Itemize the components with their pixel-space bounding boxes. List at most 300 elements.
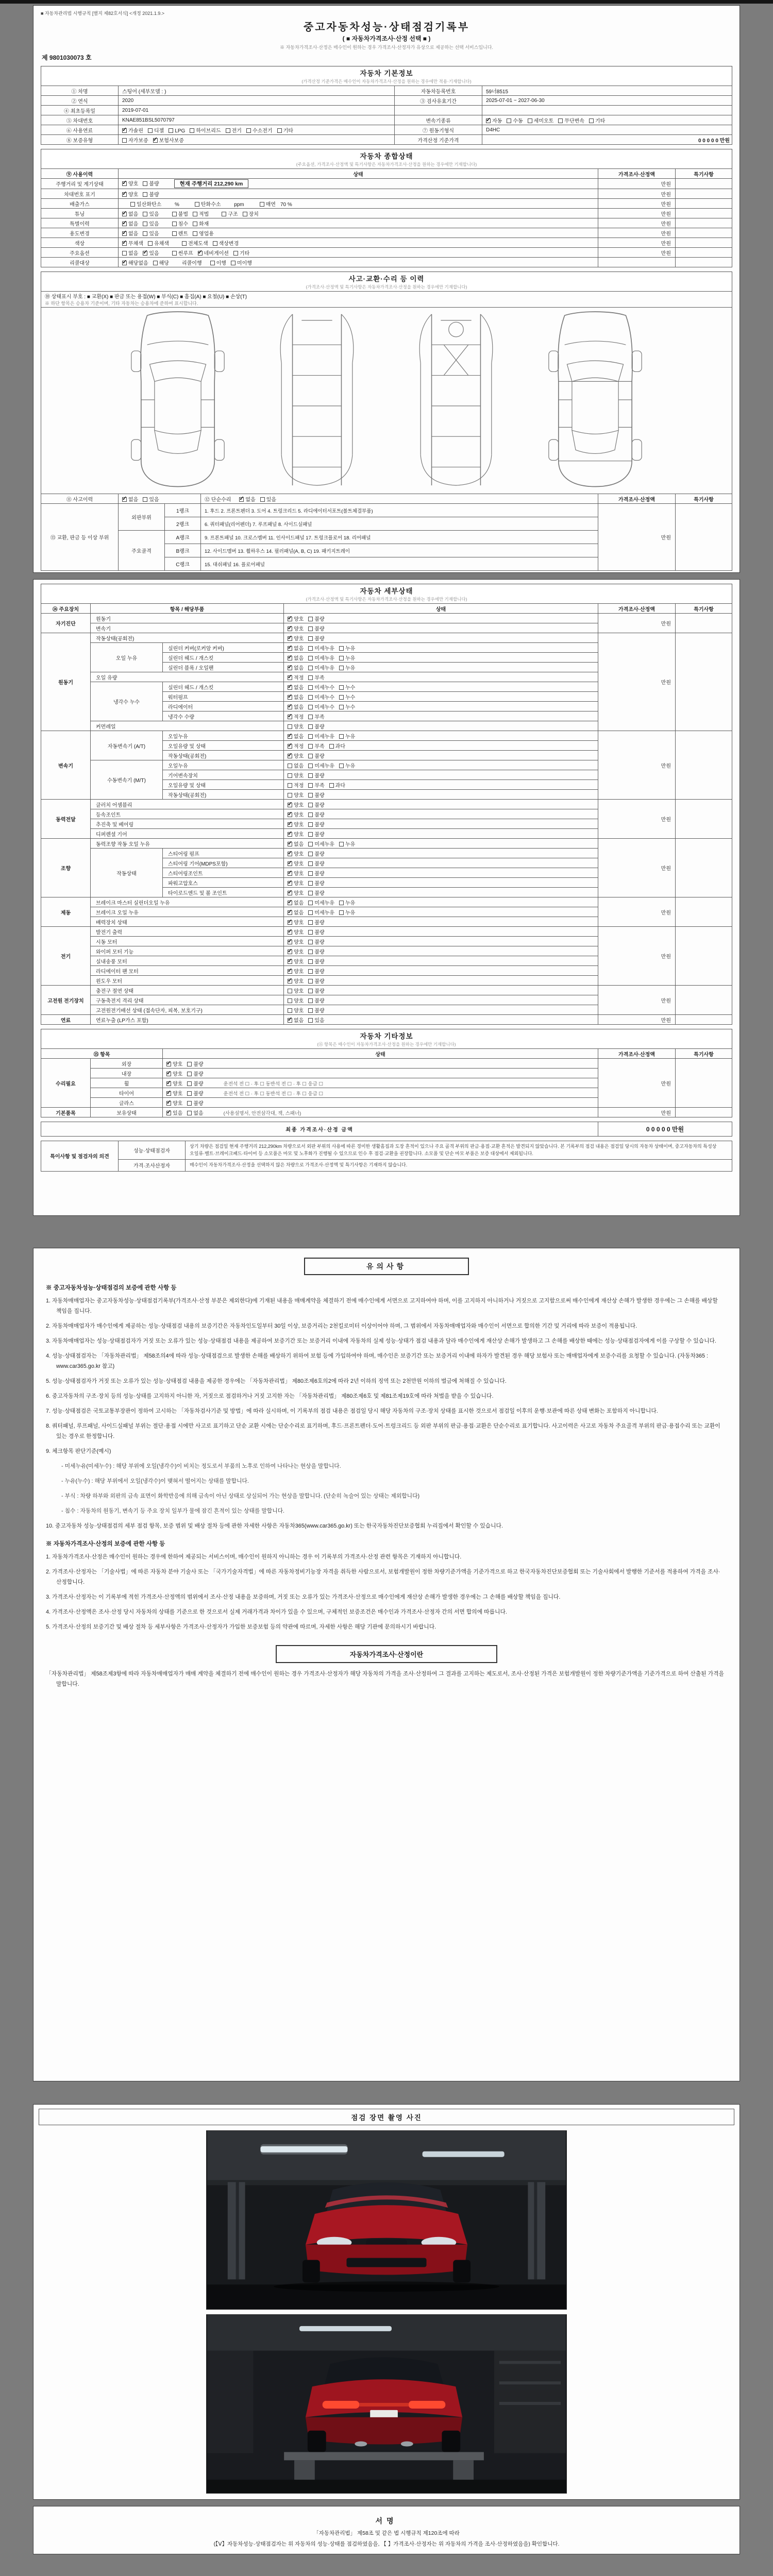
checkbox-icon[interactable]: [182, 241, 187, 246]
checkbox-icon[interactable]: [187, 1101, 192, 1106]
checkbox-option[interactable]: [143, 181, 159, 187]
checkbox-icon[interactable]: [288, 754, 292, 758]
checkbox-option[interactable]: [288, 822, 304, 828]
checkbox-option[interactable]: [288, 812, 304, 818]
checkbox-option[interactable]: [288, 969, 304, 975]
checkbox-icon[interactable]: [122, 128, 127, 133]
checkbox-option[interactable]: [122, 497, 138, 503]
checkbox-option[interactable]: [308, 734, 334, 740]
checkbox-option[interactable]: [288, 744, 304, 750]
checkbox-option[interactable]: [288, 1008, 304, 1014]
checkbox-option[interactable]: [288, 715, 304, 720]
checkbox-icon[interactable]: [233, 251, 238, 256]
checkbox-option[interactable]: [288, 626, 304, 632]
checkbox-icon[interactable]: [288, 636, 292, 641]
checkbox-icon[interactable]: [187, 1072, 192, 1076]
checkbox-option[interactable]: [288, 685, 304, 691]
checkbox-option[interactable]: [277, 128, 293, 134]
checkbox-option[interactable]: [193, 212, 209, 217]
checkbox-option[interactable]: [288, 724, 304, 730]
checkbox-option[interactable]: [243, 212, 259, 217]
checkbox-option[interactable]: [288, 656, 304, 662]
checkbox-option[interactable]: [308, 861, 324, 867]
checkbox-option[interactable]: [308, 675, 324, 681]
checkbox-option[interactable]: [308, 989, 324, 994]
checkbox-icon[interactable]: [166, 1081, 171, 1086]
checkbox-option[interactable]: [153, 138, 184, 144]
checkbox-option[interactable]: [308, 832, 324, 838]
checkbox-icon[interactable]: [172, 251, 177, 256]
checkbox-icon[interactable]: [288, 656, 292, 660]
checkbox-option[interactable]: [122, 222, 138, 227]
checkbox-icon[interactable]: [169, 128, 173, 133]
checkbox-icon[interactable]: [339, 705, 344, 709]
checkbox-option[interactable]: [288, 930, 304, 936]
checkbox-icon[interactable]: [308, 871, 313, 876]
checkbox-icon[interactable]: [143, 181, 147, 186]
checkbox-icon[interactable]: [288, 842, 292, 846]
checkbox-option[interactable]: [507, 118, 523, 124]
checkbox-option[interactable]: [528, 118, 554, 124]
checkbox-option[interactable]: [339, 685, 355, 691]
checkbox-icon[interactable]: [308, 803, 313, 807]
checkbox-option[interactable]: [308, 959, 324, 965]
checkbox-option[interactable]: [288, 910, 304, 916]
checkbox-icon[interactable]: [166, 1101, 171, 1106]
checkbox-icon[interactable]: [288, 822, 292, 827]
checkbox-icon[interactable]: [528, 118, 532, 123]
checkbox-option[interactable]: [486, 118, 502, 124]
checkbox-option[interactable]: [198, 251, 229, 257]
checkbox-icon[interactable]: [308, 861, 313, 866]
checkbox-icon[interactable]: [166, 1072, 171, 1076]
checkbox-icon[interactable]: [172, 212, 177, 216]
checkbox-icon[interactable]: [288, 901, 292, 905]
checkbox-option[interactable]: [288, 989, 304, 994]
checkbox-icon[interactable]: [288, 989, 292, 993]
checkbox-icon[interactable]: [308, 744, 313, 749]
checkbox-option[interactable]: [122, 128, 143, 134]
checkbox-option[interactable]: [308, 646, 334, 652]
checkbox-option[interactable]: [143, 222, 159, 227]
checkbox-icon[interactable]: [288, 940, 292, 944]
checkbox-icon[interactable]: [308, 832, 313, 837]
checkbox-option[interactable]: [187, 1072, 203, 1077]
checkbox-icon[interactable]: [288, 871, 292, 876]
checkbox-option[interactable]: [558, 118, 584, 124]
checkbox-icon[interactable]: [339, 646, 344, 651]
checkbox-option[interactable]: [329, 783, 345, 789]
checkbox-option[interactable]: [308, 842, 334, 848]
checkbox-option[interactable]: [288, 773, 304, 779]
checkbox-option[interactable]: [143, 251, 159, 257]
checkbox-icon[interactable]: [339, 842, 344, 846]
checkbox-option[interactable]: [339, 646, 355, 652]
checkbox-option[interactable]: [166, 1062, 182, 1067]
checkbox-icon[interactable]: [172, 231, 177, 236]
checkbox-option[interactable]: [308, 979, 324, 985]
checkbox-option[interactable]: [172, 212, 188, 217]
checkbox-icon[interactable]: [153, 261, 158, 265]
checkbox-icon[interactable]: [308, 950, 313, 954]
checkbox-icon[interactable]: [130, 202, 135, 207]
checkbox-icon[interactable]: [288, 950, 292, 954]
checkbox-icon[interactable]: [288, 852, 292, 856]
checkbox-icon[interactable]: [143, 192, 147, 197]
checkbox-option[interactable]: [308, 617, 324, 622]
checkbox-option[interactable]: [288, 979, 304, 985]
checkbox-icon[interactable]: [122, 497, 127, 502]
checkbox-icon[interactable]: [308, 626, 313, 631]
checkbox-option[interactable]: [288, 998, 304, 1004]
checkbox-option[interactable]: [143, 212, 159, 217]
checkbox-option[interactable]: [122, 138, 148, 144]
checkbox-icon[interactable]: [288, 812, 292, 817]
checkbox-icon[interactable]: [166, 1091, 171, 1096]
checkbox-icon[interactable]: [308, 695, 313, 700]
checkbox-option[interactable]: [130, 202, 161, 208]
checkbox-option[interactable]: [187, 1062, 203, 1067]
checkbox-option[interactable]: [308, 1018, 324, 1024]
checkbox-icon[interactable]: [308, 617, 313, 621]
checkbox-icon[interactable]: [213, 241, 217, 246]
checkbox-icon[interactable]: [231, 261, 236, 265]
checkbox-option[interactable]: [122, 261, 148, 266]
checkbox-icon[interactable]: [288, 832, 292, 837]
checkbox-option[interactable]: [308, 803, 324, 808]
checkbox-icon[interactable]: [187, 1062, 192, 1066]
checkbox-option[interactable]: [172, 222, 188, 227]
checkbox-option[interactable]: [308, 666, 334, 671]
checkbox-icon[interactable]: [166, 1062, 171, 1066]
checkbox-icon[interactable]: [308, 891, 313, 895]
checkbox-option[interactable]: [187, 1081, 203, 1087]
checkbox-icon[interactable]: [193, 212, 197, 216]
checkbox-icon[interactable]: [198, 251, 203, 256]
checkbox-icon[interactable]: [187, 1081, 192, 1086]
checkbox-icon[interactable]: [277, 128, 282, 133]
checkbox-icon[interactable]: [143, 222, 147, 226]
checkbox-icon[interactable]: [308, 793, 313, 798]
checkbox-option[interactable]: [308, 626, 324, 632]
checkbox-option[interactable]: [122, 241, 143, 247]
checkbox-option[interactable]: [308, 744, 324, 750]
checkbox-option[interactable]: [288, 793, 304, 799]
checkbox-option[interactable]: [231, 261, 252, 266]
checkbox-icon[interactable]: [122, 222, 127, 226]
checkbox-option[interactable]: [308, 998, 324, 1004]
checkbox-icon[interactable]: [210, 261, 215, 265]
checkbox-icon[interactable]: [239, 497, 244, 502]
checkbox-option[interactable]: [288, 861, 304, 867]
checkbox-icon[interactable]: [308, 1018, 313, 1023]
checkbox-option[interactable]: [182, 241, 208, 247]
checkbox-option[interactable]: [308, 881, 324, 887]
checkbox-option[interactable]: [308, 705, 334, 710]
checkbox-option[interactable]: [148, 128, 164, 134]
checkbox-icon[interactable]: [339, 685, 344, 690]
checkbox-option[interactable]: [308, 852, 324, 857]
checkbox-icon[interactable]: [308, 998, 313, 1003]
checkbox-icon[interactable]: [288, 998, 292, 1003]
checkbox-option[interactable]: [148, 241, 169, 247]
checkbox-icon[interactable]: [308, 754, 313, 758]
checkbox-icon[interactable]: [308, 979, 313, 984]
checkbox-icon[interactable]: [308, 852, 313, 856]
checkbox-icon[interactable]: [195, 202, 199, 207]
checkbox-option[interactable]: [339, 666, 355, 671]
checkbox-option[interactable]: [339, 764, 355, 769]
checkbox-option[interactable]: [288, 666, 304, 671]
checkbox-option[interactable]: [308, 901, 334, 906]
checkbox-option[interactable]: [260, 202, 276, 208]
checkbox-option[interactable]: [288, 764, 304, 769]
checkbox-icon[interactable]: [122, 231, 127, 236]
checkbox-option[interactable]: [195, 202, 221, 208]
checkbox-option[interactable]: [246, 128, 273, 134]
checkbox-option[interactable]: [308, 656, 334, 662]
checkbox-icon[interactable]: [308, 646, 313, 651]
checkbox-option[interactable]: [339, 734, 355, 740]
checkbox-option[interactable]: [288, 901, 304, 906]
checkbox-option[interactable]: [187, 1091, 203, 1097]
checkbox-option[interactable]: [308, 783, 324, 789]
checkbox-icon[interactable]: [558, 118, 563, 123]
checkbox-icon[interactable]: [308, 783, 313, 788]
checkbox-icon[interactable]: [122, 138, 127, 143]
checkbox-option[interactable]: [288, 803, 304, 808]
checkbox-icon[interactable]: [308, 1008, 313, 1013]
checkbox-icon[interactable]: [260, 202, 264, 207]
checkbox-option[interactable]: [288, 920, 304, 926]
checkbox-option[interactable]: [122, 212, 138, 217]
checkbox-icon[interactable]: [187, 1111, 192, 1115]
checkbox-icon[interactable]: [288, 1018, 292, 1023]
checkbox-icon[interactable]: [122, 212, 127, 216]
checkbox-option[interactable]: [233, 251, 249, 257]
checkbox-icon[interactable]: [308, 959, 313, 964]
checkbox-option[interactable]: [288, 842, 304, 848]
checkbox-icon[interactable]: [288, 617, 292, 621]
checkbox-icon[interactable]: [308, 773, 313, 778]
checkbox-icon[interactable]: [143, 251, 147, 256]
checkbox-icon[interactable]: [288, 715, 292, 719]
checkbox-icon[interactable]: [122, 261, 127, 265]
checkbox-icon[interactable]: [288, 1008, 292, 1013]
checkbox-option[interactable]: [329, 744, 345, 750]
checkbox-icon[interactable]: [288, 724, 292, 729]
checkbox-icon[interactable]: [187, 1091, 192, 1096]
checkbox-icon[interactable]: [288, 891, 292, 895]
checkbox-icon[interactable]: [308, 705, 313, 709]
checkbox-option[interactable]: [169, 128, 185, 134]
checkbox-option[interactable]: [166, 1111, 182, 1116]
checkbox-option[interactable]: [213, 241, 239, 247]
checkbox-option[interactable]: [210, 261, 226, 266]
checkbox-icon[interactable]: [243, 212, 247, 216]
checkbox-option[interactable]: [339, 910, 355, 916]
checkbox-option[interactable]: [339, 901, 355, 906]
checkbox-option[interactable]: [339, 695, 355, 701]
checkbox-option[interactable]: [288, 950, 304, 955]
checkbox-icon[interactable]: [288, 920, 292, 925]
checkbox-option[interactable]: [143, 231, 159, 237]
checkbox-icon[interactable]: [288, 675, 292, 680]
checkbox-option[interactable]: [288, 646, 304, 652]
checkbox-icon[interactable]: [166, 1111, 171, 1115]
checkbox-icon[interactable]: [329, 783, 334, 788]
checkbox-icon[interactable]: [339, 734, 344, 739]
checkbox-icon[interactable]: [486, 118, 491, 123]
checkbox-option[interactable]: [187, 1101, 203, 1107]
checkbox-icon[interactable]: [122, 251, 127, 256]
checkbox-icon[interactable]: [589, 118, 594, 123]
checkbox-icon[interactable]: [148, 128, 153, 133]
checkbox-icon[interactable]: [339, 695, 344, 700]
checkbox-option[interactable]: [308, 891, 324, 896]
checkbox-icon[interactable]: [288, 783, 292, 788]
checkbox-option[interactable]: [226, 128, 242, 134]
checkbox-icon[interactable]: [288, 793, 292, 798]
checkbox-icon[interactable]: [246, 128, 251, 133]
checkbox-option[interactable]: [239, 497, 255, 503]
checkbox-icon[interactable]: [288, 861, 292, 866]
checkbox-option[interactable]: [589, 118, 605, 124]
checkbox-option[interactable]: [222, 212, 238, 217]
checkbox-option[interactable]: [260, 497, 276, 503]
checkbox-option[interactable]: [288, 1018, 304, 1024]
checkbox-icon[interactable]: [308, 636, 313, 641]
checkbox-icon[interactable]: [222, 212, 226, 216]
checkbox-icon[interactable]: [122, 192, 127, 197]
checkbox-option[interactable]: [172, 251, 193, 257]
checkbox-icon[interactable]: [288, 910, 292, 915]
checkbox-icon[interactable]: [288, 666, 292, 670]
checkbox-option[interactable]: [288, 617, 304, 622]
checkbox-option[interactable]: [172, 231, 188, 237]
checkbox-option[interactable]: [122, 192, 138, 198]
checkbox-option[interactable]: [308, 940, 324, 945]
checkbox-option[interactable]: [166, 1081, 182, 1087]
checkbox-option[interactable]: [288, 675, 304, 681]
checkbox-icon[interactable]: [308, 656, 313, 660]
checkbox-option[interactable]: [288, 754, 304, 759]
checkbox-icon[interactable]: [308, 940, 313, 944]
checkbox-option[interactable]: [193, 222, 209, 227]
checkbox-icon[interactable]: [288, 626, 292, 631]
checkbox-option[interactable]: [288, 891, 304, 896]
checkbox-icon[interactable]: [288, 881, 292, 886]
checkbox-icon[interactable]: [339, 666, 344, 670]
checkbox-option[interactable]: [166, 1101, 182, 1107]
checkbox-icon[interactable]: [308, 812, 313, 817]
checkbox-option[interactable]: [308, 910, 334, 916]
checkbox-icon[interactable]: [190, 128, 194, 133]
checkbox-option[interactable]: [143, 192, 159, 198]
checkbox-icon[interactable]: [507, 118, 511, 123]
checkbox-option[interactable]: [308, 695, 334, 701]
checkbox-icon[interactable]: [288, 764, 292, 768]
checkbox-icon[interactable]: [339, 764, 344, 768]
checkbox-icon[interactable]: [226, 128, 230, 133]
checkbox-icon[interactable]: [288, 979, 292, 984]
checkbox-option[interactable]: [308, 724, 324, 730]
checkbox-option[interactable]: [308, 793, 324, 799]
checkbox-icon[interactable]: [308, 685, 313, 690]
checkbox-icon[interactable]: [308, 969, 313, 974]
checkbox-option[interactable]: [153, 261, 169, 266]
checkbox-option[interactable]: [122, 231, 138, 237]
checkbox-icon[interactable]: [143, 497, 147, 502]
checkbox-icon[interactable]: [288, 959, 292, 964]
checkbox-option[interactable]: [122, 181, 138, 187]
checkbox-icon[interactable]: [308, 764, 313, 768]
checkbox-icon[interactable]: [193, 222, 197, 226]
checkbox-option[interactable]: [193, 231, 214, 237]
checkbox-icon[interactable]: [308, 822, 313, 827]
checkbox-icon[interactable]: [308, 675, 313, 680]
checkbox-icon[interactable]: [288, 930, 292, 935]
checkbox-icon[interactable]: [153, 138, 158, 143]
checkbox-icon[interactable]: [339, 656, 344, 660]
checkbox-option[interactable]: [166, 1091, 182, 1097]
checkbox-icon[interactable]: [260, 497, 265, 502]
checkbox-option[interactable]: [339, 705, 355, 710]
checkbox-icon[interactable]: [329, 744, 334, 749]
checkbox-icon[interactable]: [308, 881, 313, 886]
checkbox-option[interactable]: [308, 636, 324, 642]
checkbox-icon[interactable]: [308, 715, 313, 719]
checkbox-option[interactable]: [288, 959, 304, 965]
checkbox-option[interactable]: [339, 656, 355, 662]
checkbox-option[interactable]: [288, 695, 304, 701]
checkbox-icon[interactable]: [193, 231, 197, 236]
checkbox-option[interactable]: [190, 128, 221, 134]
checkbox-option[interactable]: [288, 734, 304, 740]
checkbox-option[interactable]: [308, 871, 324, 877]
checkbox-icon[interactable]: [122, 181, 127, 186]
checkbox-option[interactable]: [143, 497, 159, 503]
checkbox-option[interactable]: [187, 1111, 203, 1116]
checkbox-icon[interactable]: [308, 666, 313, 670]
checkbox-icon[interactable]: [339, 901, 344, 905]
checkbox-option[interactable]: [288, 636, 304, 642]
checkbox-option[interactable]: [308, 822, 324, 828]
checkbox-icon[interactable]: [288, 685, 292, 690]
checkbox-option[interactable]: [308, 812, 324, 818]
checkbox-option[interactable]: [308, 715, 324, 720]
checkbox-icon[interactable]: [288, 646, 292, 651]
checkbox-icon[interactable]: [288, 734, 292, 739]
checkbox-option[interactable]: [288, 852, 304, 857]
checkbox-option[interactable]: [288, 940, 304, 945]
checkbox-icon[interactable]: [288, 695, 292, 700]
checkbox-icon[interactable]: [148, 241, 153, 246]
checkbox-option[interactable]: [122, 251, 138, 257]
checkbox-icon[interactable]: [288, 803, 292, 807]
checkbox-icon[interactable]: [308, 989, 313, 993]
checkbox-icon[interactable]: [143, 212, 147, 216]
checkbox-icon[interactable]: [308, 920, 313, 925]
checkbox-icon[interactable]: [288, 744, 292, 749]
checkbox-icon[interactable]: [308, 910, 313, 915]
checkbox-icon[interactable]: [143, 231, 147, 236]
checkbox-option[interactable]: [308, 754, 324, 759]
checkbox-option[interactable]: [308, 685, 334, 691]
checkbox-option[interactable]: [288, 881, 304, 887]
checkbox-icon[interactable]: [308, 901, 313, 905]
checkbox-option[interactable]: [166, 1072, 182, 1077]
